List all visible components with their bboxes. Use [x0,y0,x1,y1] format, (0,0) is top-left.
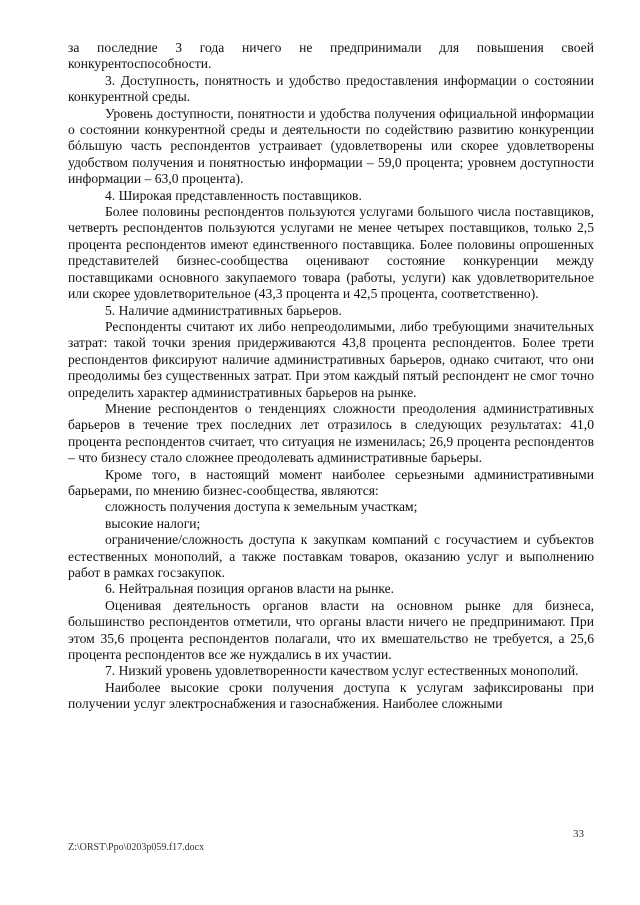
paragraph: Наиболее высокие сроки получения доступа к услугам зафиксированы при получении услуг электроснабжения и газоснабжения. Наиболее сложными [68,679,594,712]
list-item: высокие налоги; [105,515,201,531]
section-heading-5: 5. Наличие административных барьеров. [105,302,342,318]
paragraph: Мнение респондентов о тенденциях сложности преодоления административных барьеров в течение трех последних лет отразилось в следующих результатах: 41,0 процента респондентов считает, что ситуация не изменилась; 26,9 процента респондентов – что бизнесу стало сложнее преодолевать административные барьеры. [68,400,594,466]
section-heading-3: 3. Доступность, понятность и удобство предоставления информации о состоянии конкурентной среды. [68,72,594,105]
section-heading-6: 6. Нейтральная позиция органов власти на рынке. [105,581,395,597]
file-path-footer: Z:\ORST\Ppo\0203p059.f17.docx [68,842,205,853]
page-number: 33 [573,828,584,840]
section-heading-4: 4. Широкая представленность поставщиков. [105,187,362,203]
list-item: сложность получения доступа к земельным участкам; [105,499,418,515]
paragraph: Кроме того, в настоящий момент наиболее серьезными административными барьерами, по мнению бизнес-сообщества, являются: [68,466,594,498]
paragraph: Оценивая деятельность органов власти на основном рынке для бизнеса, большинство респондентов отметили, что органы власти ничего не предпринимают. При этом 35,6 процента респондентов полагали, что их вмешательство не требуется, а 25,6 процента респондентов все же нуждались в их участии. [68,597,594,663]
paragraph: Уровень доступности, понятности и удобства получения официальной информации о состоянии конкурентной среды и деятельности по содействию развитию конкуренции бóльшую часть респондентов устраивает (удовлетворены или скорее удовлетворены удобством получения и понятностью информации – 59,0 процента; уровнем доступности информации – 63,0 процента). [68,105,594,187]
section-heading-7: 7. Низкий уровень удовлетворенности качеством услуг естественных монополий. [105,663,579,679]
paragraph: Более половины респондентов пользуются услугами большого числа поставщиков, четверть респондентов пользуются услугами не менее четырех поставщиков, только 2,5 процента респондентов имеют единственного поставщика. Более половины опрошенных представителей бизнес-сообщества оценивают состояние конкуренции между поставщиками основного закупаемого товара (работы, услуги) как удовлетворительное или скорее удовлетворительное (43,3 процента и 42,5 процента, соответственно). [68,204,594,302]
list-item: ограничение/сложность доступа к закупкам компаний с госучастием и субъектов естественных монополий, а также поставкам товаров, оказанию услуг и выполнению работ в рамках госзакупок. [68,532,594,580]
paragraph: Респонденты считают их либо непреодолимыми, либо требующими значительных затрат: такой точки зрения придерживаются 43,8 процента респондентов. Более трети респондентов фиксируют наличие административных барьеров, однако считают, что они преодолимы без существенных затрат. При этом каждый пятый респондент не смог точно определить характер административных барьеров на рынке. [68,318,594,400]
paragraph-continuation: за последние 3 года ничего не предпринимали для повышения своей конкурентоспособности. [68,40,594,72]
document-body [68,40,594,713]
